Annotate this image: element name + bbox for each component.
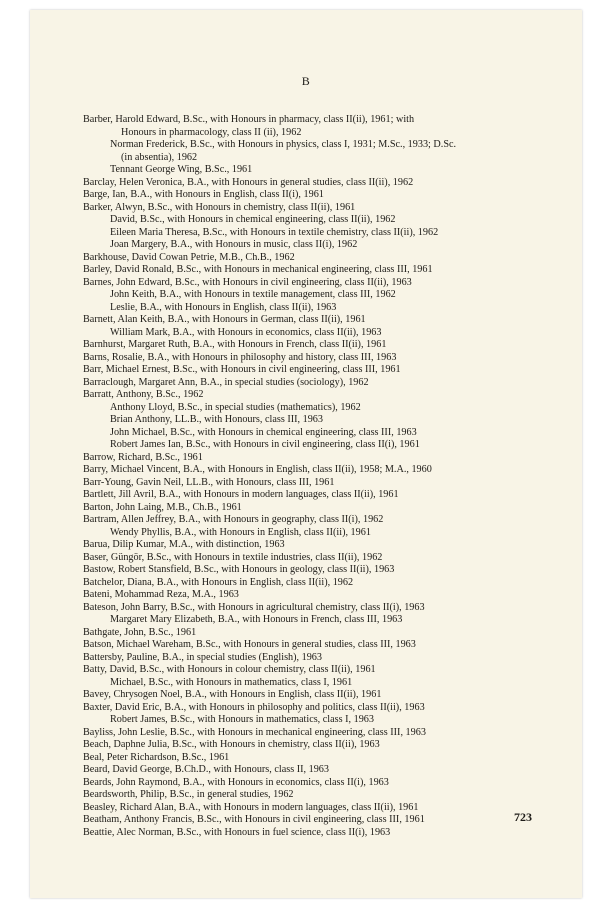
sub-entry (83, 527, 530, 540)
entry-text: Bastow, Robert Stansfield, B.Sc., with Honours in geology, class II(ii), 1963 (83, 564, 395, 575)
entry-text: Barnes, John Edward, B.Sc., with Honours in civil engineering, class II(ii), 1963 (83, 276, 412, 288)
section-letter: B (301, 74, 311, 88)
entry-text: Batson, Michael Wareham, B.Sc., with Honours in general studies, class III, 1963 (83, 639, 416, 650)
list-item (83, 189, 530, 202)
entry-continuation: (in absentia), 1962 (121, 151, 198, 163)
list-item (83, 639, 530, 652)
sub-entry (83, 414, 530, 427)
sub-entry (83, 402, 530, 415)
entry-text: Beasley, Richard Alan, B.A., with Honours in modern languages, class II(ii), 1961 (83, 801, 419, 813)
list-item (83, 789, 530, 802)
list-item (83, 702, 530, 715)
entry-text: Anthony Lloyd, B.Sc., in special studies (mathematics), 1962 (110, 401, 361, 413)
list-item (83, 539, 530, 552)
list-item (83, 352, 530, 365)
list-item (83, 114, 530, 139)
entry-text: Beattie, Alec Norman, B.Sc., with Honours in fuel science, class II(i), 1963 (83, 826, 391, 838)
list-item (83, 252, 530, 265)
entry-text: Baxter, David Eric, B.A., with Honours in philosophy and politics, class II(ii), 1963 (83, 701, 425, 713)
entry-text: Beal, Peter Richardson, B.Sc., 1961 (83, 751, 230, 763)
entry-text: Barua, Dilip Kumar, M.A., with distinction, 1963 (83, 539, 285, 550)
sub-entry (83, 214, 530, 227)
list-item (83, 627, 530, 640)
list-item (83, 514, 530, 527)
page-sheet (30, 10, 582, 898)
entry-text: Bateson, John Barry, B.Sc., with Honours in agricultural chemistry, class II(i), 1963 (83, 601, 425, 613)
entry-text: Bartlett, Jill Avril, B.A., with Honours in modern languages, class II(ii), 1961 (83, 489, 399, 500)
entry-text: Joan Margery, B.A., with Honours in music, class II(i), 1962 (110, 239, 358, 250)
entry-text: Barraclough, Margaret Ann, B.A., in special studies (sociology), 1962 (83, 376, 369, 388)
entry-text: Bartram, Allen Jeffrey, B.A., with Honours in geography, class II(i), 1962 (83, 514, 384, 525)
entry-text: Robert James, B.Sc., with Honours in mathematics, class I, 1963 (110, 714, 374, 725)
entry-text: Barton, John Laing, M.B., Ch.B., 1961 (83, 501, 242, 513)
entry-text: Barr, Michael Ernest, B.Sc., with Honours in civil engineering, class III, 1961 (83, 364, 401, 375)
list-item (83, 652, 530, 665)
entry-text: Barry, Michael Vincent, B.A., with Honours in English, class II(ii), 1958; M.A., 1960 (83, 464, 432, 475)
sub-entry (83, 427, 530, 440)
entry-text: Barnhurst, Margaret Ruth, B.A., with Honours in French, class II(ii), 1961 (83, 339, 387, 350)
entry-text: Barley, David Ronald, B.Sc., with Honours in mechanical engineering, class III, 1961 (83, 264, 433, 275)
list-item (83, 664, 530, 677)
list-item (83, 752, 530, 765)
list-item (83, 552, 530, 565)
entry-text: Beard, David George, B.Ch.D., with Honours, class II, 1963 (83, 764, 329, 775)
entry-text: Beach, Daphne Julia, B.Sc., with Honours in chemistry, class II(ii), 1963 (83, 739, 380, 750)
entry-text: Wendy Phyllis, B.A., with Honours in English, class II(ii), 1961 (110, 526, 371, 538)
sub-entry (83, 139, 530, 164)
list-item (83, 764, 530, 777)
entry-text: Leslie, B.A., with Honours in English, class II(ii), 1963 (110, 301, 337, 313)
list-item (83, 577, 530, 590)
list-item (83, 689, 530, 702)
sub-entry (83, 614, 530, 627)
list-item (83, 602, 530, 615)
list-item (83, 452, 530, 465)
list-item (83, 564, 530, 577)
entry-text: Beards, John Raymond, B.A., with Honours in economics, class II(i), 1963 (83, 776, 389, 788)
list-item (83, 202, 530, 215)
entry-text: Barker, Alwyn, B.Sc., with Honours in chemistry, class II(ii), 1961 (83, 201, 356, 213)
entry-text: Bavey, Chrysogen Noel, B.A., with Honours in English, class II(ii), 1961 (83, 689, 382, 700)
sub-entry (83, 714, 530, 727)
list-item (83, 264, 530, 277)
list-item (83, 477, 530, 490)
list-item (83, 739, 530, 752)
entry-text: Eileen Maria Theresa, B.Sc., with Honours in textile chemistry, class II(ii), 1962 (110, 226, 439, 238)
list-item (83, 314, 530, 327)
list-item (83, 277, 530, 290)
entry-text: Barkhouse, David Cowan Petrie, M.B., Ch.B., 1962 (83, 251, 295, 263)
entry-text: Barratt, Anthony, B.Sc., 1962 (83, 389, 204, 400)
list-item (83, 589, 530, 602)
entry-text: John Michael, B.Sc., with Honours in chemical engineering, class III, 1963 (110, 426, 417, 438)
entry-text: Norman Frederick, B.Sc., with Honours in physics, class I, 1931; M.Sc., 1933; D.Sc. (110, 139, 457, 150)
entry-text: Baser, Güngör, B.Sc., with Honours in textile industries, class II(ii), 1962 (83, 551, 383, 563)
list-item (83, 489, 530, 502)
list-item (83, 777, 530, 790)
list-item (83, 814, 530, 827)
entry-text: John Keith, B.A., with Honours in textile management, class III, 1962 (110, 289, 396, 300)
entry-text: Beatham, Anthony Francis, B.Sc., with Honours in civil engineering, class III, 1961 (83, 814, 425, 825)
entry-text: Barclay, Helen Veronica, B.A., with Honours in general studies, class II(ii), 1962 (83, 176, 414, 188)
list-item (83, 802, 530, 815)
entry-text: Robert James Ian, B.Sc., with Honours in civil engineering, class II(i), 1961 (110, 439, 420, 450)
sub-entry (83, 289, 530, 302)
entry-text: Bayliss, John Leslie, B.Sc., with Honours in mechanical engineering, class III, 1963 (83, 726, 426, 738)
sub-entry (83, 239, 530, 252)
entry-text: Barns, Rosalie, B.A., with Honours in philosophy and history, class III, 1963 (83, 351, 397, 363)
list-item (83, 177, 530, 190)
entry-text: Barr-Young, Gavin Neil, LL.B., with Honours, class III, 1961 (83, 476, 335, 488)
entry-text: Battersby, Pauline, B.A., in special studies (English), 1963 (83, 651, 322, 663)
entry-text: Batchelor, Diana, B.A., with Honours in English, class II(ii), 1962 (83, 576, 354, 588)
list-item (83, 339, 530, 352)
sub-entry (83, 677, 530, 690)
entry-text: Barber, Harold Edward, B.Sc., with Honours in pharmacy, class II(ii), 1961; with (83, 114, 415, 125)
list-item (83, 827, 530, 840)
entry-continuation: Honours in pharmacology, class II (ii), 1962 (121, 126, 302, 138)
entry-text: Barrow, Richard, B.Sc., 1961 (83, 451, 203, 463)
list-item (83, 464, 530, 477)
list-item (83, 389, 530, 402)
entry-text: Bateni, Mohammad Reza, M.A., 1963 (83, 589, 239, 600)
entry-text: David, B.Sc., with Honours in chemical engineering, class II(ii), 1962 (110, 214, 396, 225)
entry-text: Margaret Mary Elizabeth, B.A., with Honours in French, class III, 1963 (110, 614, 403, 625)
entry-text: Barge, Ian, B.A., with Honours in English, class II(i), 1961 (83, 189, 324, 200)
sub-entry (83, 439, 530, 452)
entry-text: Bathgate, John, B.Sc., 1961 (83, 626, 197, 638)
entry-text: Barnett, Alan Keith, B.A., with Honours in German, class II(ii), 1961 (83, 314, 366, 325)
entry-list (83, 114, 530, 839)
entry-text: William Mark, B.A., with Honours in economics, class II(ii), 1963 (110, 326, 382, 338)
entry-text: Tennant George Wing, B.Sc., 1961 (110, 164, 253, 175)
sub-entry (83, 302, 530, 315)
sub-entry (83, 227, 530, 240)
sub-entry (83, 164, 530, 177)
list-item (83, 727, 530, 740)
entry-text: Michael, B.Sc., with Honours in mathematics, class I, 1961 (110, 676, 353, 688)
sub-entry (83, 327, 530, 340)
entry-text: Beardsworth, Philip, B.Sc., in general studies, 1962 (83, 789, 294, 800)
list-item (83, 502, 530, 515)
list-item (83, 364, 530, 377)
entry-text: Batty, David, B.Sc., with Honours in colour chemistry, class II(ii), 1961 (83, 664, 376, 675)
list-item (83, 377, 530, 390)
page-number: 723 (514, 810, 532, 824)
entry-text: Brian Anthony, LL.B., with Honours, class III, 1963 (110, 414, 323, 425)
